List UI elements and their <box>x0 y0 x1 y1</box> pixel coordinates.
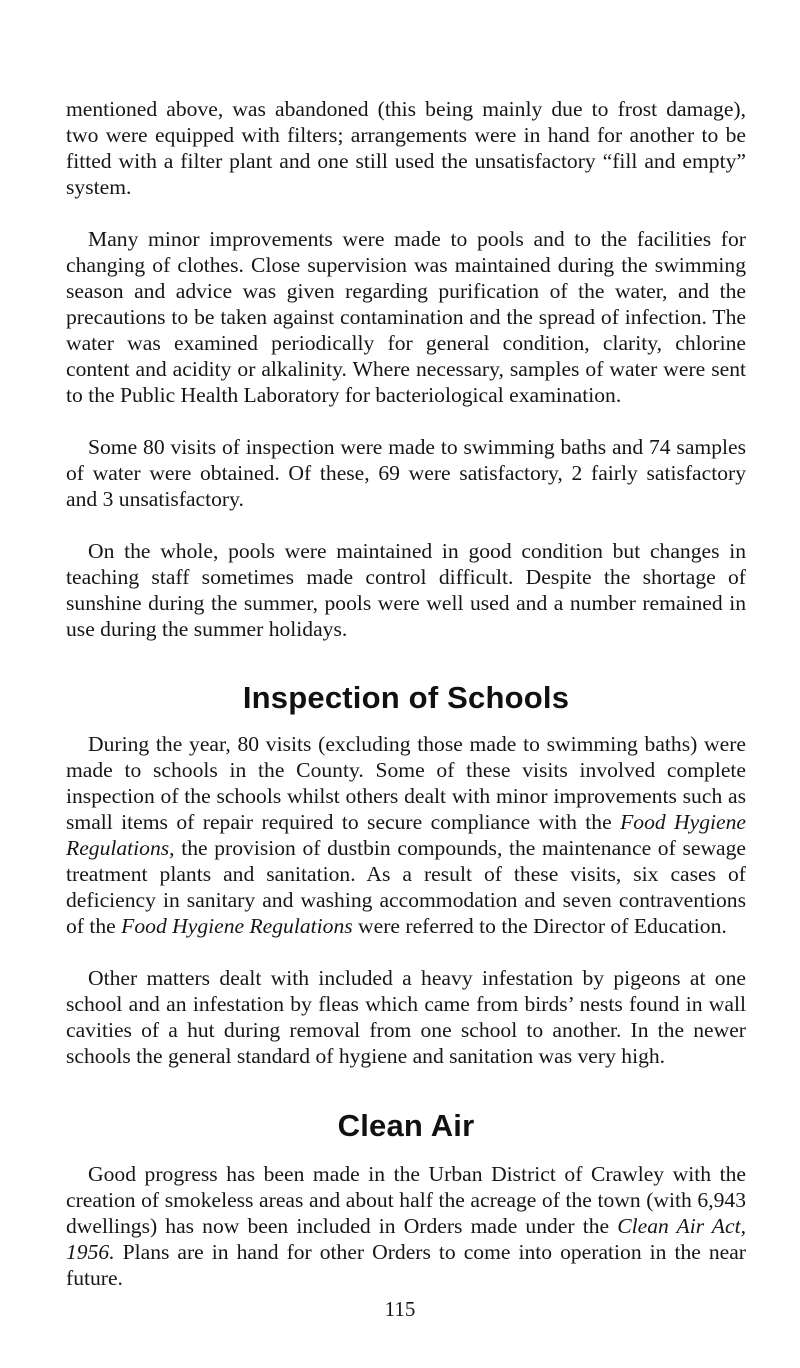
heading-clean-air: Clean Air <box>337 1108 475 1143</box>
text-run: were referred to the Director of Education. <box>352 914 727 938</box>
paragraph-smokeless-areas <box>66 1161 746 1291</box>
paragraph-swimming-filters: mentioned above, was abandoned (this being mainly due to frost damage), two were equipped with filters; arrangements were in hand for another to be fitted with a filter plant and one still used the unsatisfactory “fill and empty” system. <box>66 97 746 199</box>
paragraph-infestations: Other matters dealt with included a heavy infestation by pigeons at one school and an infestation by fleas which came from birds’ nests found in wall cavities of a hut during removal from one school to another. In the newer schools the general standard of hygiene and sanitation was very high. <box>66 966 746 1068</box>
paragraph-pool-condition: On the whole, pools were maintained in good condition but changes in teaching staff sometimes made control difficult. Despite the shortage of sunshine during the summer, pools were well used and a number remained in use during the summer holidays. <box>66 539 746 641</box>
paragraph-inspection-visits: Some 80 visits of inspection were made to swimming baths and 74 samples of water were obtained. Of these, 69 were satisfactory, 2 fairly satisfactory and 3 unsatisfactory. <box>66 435 746 511</box>
paragraph-pool-improvements: Many minor improvements were made to pools and to the facilities for changing of clothes. Close supervision was maintained during the swimming season and advice was given regarding purification of the water, and the precautions to be taken against contamination and the spread of infection. The water was examined periodically for general condition, clarity, chlorine content and acidity or alkalinity. Where necessary, samples of water were sent to the Public Health Laboratory for bacteriological examination. <box>66 227 746 407</box>
text-run: Good progress has been made in the Urban District of Crawley with the creation of smokeless areas and about half the acreage of the town (with 6,943 dwellings) has now been included in Orders made under the <box>66 1162 746 1238</box>
paragraph-school-visits <box>66 731 746 939</box>
text-run: Plans are in hand for other Orders to come into operation in the near future. <box>66 1240 746 1290</box>
heading-inspection-of-schools: Inspection of Schools <box>242 680 570 715</box>
text-run: During the year, 80 visits (excluding those made to swimming baths) were made to schools in the County. Some of these visits involved complete inspection of the schools whilst others dealt with minor improvements such as small items of repair required to secure compliance with the <box>66 732 746 834</box>
italic-act-title: Clean Air Act, 1956. <box>66 1214 746 1264</box>
page-number: 115 <box>384 1297 416 1321</box>
text-run: the provision of dustbin compounds, the maintenance of sewage treatment plants and sanitation. As a result of these visits, six cases of deficiency in sanitary and washing accommodation and seven contraventions of the <box>66 836 746 938</box>
italic-regulation-title: Food Hygiene Regulations <box>121 914 353 938</box>
italic-regulation-title: Food Hygiene Regulations, <box>66 810 746 860</box>
document-page <box>66 96 746 1317</box>
